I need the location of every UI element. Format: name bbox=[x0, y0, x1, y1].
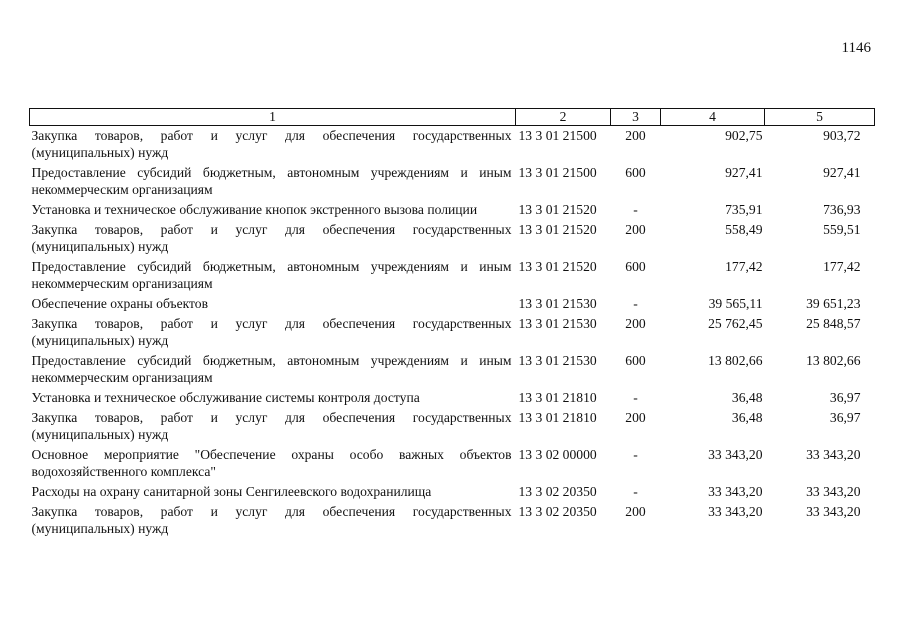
row-value-col4: 33 343,20 bbox=[708, 504, 763, 519]
row-name: Предоставление субсидий бюджетным, автономным учреждениям и иным некоммерческим организациям bbox=[31, 353, 512, 385]
row-name: Закупка товаров, работ и услуг для обеспечения государственных (муниципальных) нужд bbox=[31, 410, 512, 442]
row-expense-type: - bbox=[633, 390, 638, 405]
table-row bbox=[30, 294, 875, 314]
row-value-col4: 735,91 bbox=[725, 202, 763, 217]
row-expense-type: 200 bbox=[625, 222, 646, 237]
table-row bbox=[30, 163, 875, 200]
table-row bbox=[30, 200, 875, 220]
row-value-col4: 927,41 bbox=[725, 165, 763, 180]
row-name: Установка и техническое обслуживание системы контроля доступа bbox=[31, 390, 420, 405]
row-code: 13 3 01 21500 bbox=[518, 165, 597, 180]
table-row bbox=[30, 445, 875, 482]
row-name: Основное мероприятие "Обеспечение охраны особо важных объектов водохозяйственного комплекса" bbox=[31, 447, 512, 479]
row-name: Закупка товаров, работ и услуг для обеспечения государственных (муниципальных) нужд bbox=[31, 504, 512, 536]
row-name: Предоставление субсидий бюджетным, автономным учреждениям и иным некоммерческим организациям bbox=[31, 259, 512, 291]
row-code: 13 3 01 21530 bbox=[518, 316, 597, 331]
row-code: 13 3 01 21500 bbox=[518, 128, 597, 143]
table-row bbox=[30, 314, 875, 351]
row-value-col5: 33 343,20 bbox=[806, 484, 861, 499]
table-row bbox=[30, 220, 875, 257]
row-value-col5: 33 343,20 bbox=[806, 447, 861, 462]
row-code: 13 3 02 00000 bbox=[518, 447, 597, 462]
row-value-col4: 902,75 bbox=[725, 128, 763, 143]
row-expense-type: - bbox=[633, 447, 638, 462]
row-value-col4: 33 343,20 bbox=[708, 484, 763, 499]
row-code: 13 3 01 21810 bbox=[518, 390, 597, 405]
row-value-col5: 559,51 bbox=[823, 222, 861, 237]
row-value-col5: 927,41 bbox=[823, 165, 861, 180]
table-row bbox=[30, 126, 875, 164]
row-code: 13 3 01 21810 bbox=[518, 410, 597, 425]
row-name: Расходы на охрану санитарной зоны Сенгилеевского водохранилища bbox=[31, 484, 432, 499]
row-value-col4: 25 762,45 bbox=[708, 316, 763, 331]
row-expense-type: 200 bbox=[625, 316, 646, 331]
table-row bbox=[30, 388, 875, 408]
row-name: Закупка товаров, работ и услуг для обеспечения государственных (муниципальных) нужд bbox=[31, 222, 512, 254]
row-code: 13 3 01 21520 bbox=[518, 222, 597, 237]
row-name: Установка и техническое обслуживание кнопок экстренного вызова полиции bbox=[31, 202, 478, 217]
row-value-col4: 13 802,66 bbox=[708, 353, 763, 368]
row-name: Закупка товаров, работ и услуг для обеспечения государственных (муниципальных) нужд bbox=[31, 316, 512, 348]
row-code: 13 3 02 20350 bbox=[518, 484, 597, 499]
row-value-col5: 39 651,23 bbox=[806, 296, 861, 311]
table-header-row bbox=[30, 109, 875, 126]
row-value-col4: 558,49 bbox=[725, 222, 763, 237]
page-number: 1146 bbox=[841, 40, 871, 56]
row-value-col4: 33 343,20 bbox=[708, 447, 763, 462]
row-expense-type: 600 bbox=[625, 353, 646, 368]
row-expense-type: 600 bbox=[625, 259, 646, 274]
row-expense-type: - bbox=[633, 484, 638, 499]
table-row bbox=[30, 482, 875, 502]
row-value-col4: 39 565,11 bbox=[708, 296, 763, 311]
table-row bbox=[30, 351, 875, 388]
row-value-col4: 36,48 bbox=[731, 410, 763, 425]
row-code: 13 3 01 21530 bbox=[518, 353, 597, 368]
budget-table bbox=[29, 108, 875, 539]
row-value-col5: 36,97 bbox=[829, 410, 861, 425]
header-col-2: 2 bbox=[516, 109, 611, 126]
row-name: Обеспечение охраны объектов bbox=[31, 296, 209, 311]
row-value-col4: 177,42 bbox=[725, 259, 763, 274]
row-expense-type: 200 bbox=[625, 504, 646, 519]
row-expense-type: 200 bbox=[625, 410, 646, 425]
row-code: 13 3 01 21530 bbox=[518, 296, 597, 311]
header-col-3: 3 bbox=[611, 109, 661, 126]
row-value-col5: 33 343,20 bbox=[806, 504, 861, 519]
table-row bbox=[30, 502, 875, 539]
table-row bbox=[30, 257, 875, 294]
header-col-5: 5 bbox=[765, 109, 875, 126]
row-value-col5: 736,93 bbox=[823, 202, 861, 217]
row-value-col5: 13 802,66 bbox=[806, 353, 861, 368]
row-expense-type: 600 bbox=[625, 165, 646, 180]
row-code: 13 3 01 21520 bbox=[518, 259, 597, 274]
row-name: Предоставление субсидий бюджетным, автономным учреждениям и иным некоммерческим организациям bbox=[31, 165, 512, 197]
row-name: Закупка товаров, работ и услуг для обеспечения государственных (муниципальных) нужд bbox=[31, 128, 512, 160]
table-row bbox=[30, 408, 875, 445]
header-col-1: 1 bbox=[30, 109, 516, 126]
row-value-col5: 36,97 bbox=[829, 390, 861, 405]
row-code: 13 3 01 21520 bbox=[518, 202, 597, 217]
row-expense-type: 200 bbox=[625, 128, 646, 143]
row-value-col5: 903,72 bbox=[823, 128, 861, 143]
header-col-4: 4 bbox=[661, 109, 765, 126]
row-expense-type: - bbox=[633, 202, 638, 217]
row-value-col5: 25 848,57 bbox=[806, 316, 861, 331]
row-value-col5: 177,42 bbox=[823, 259, 861, 274]
row-code: 13 3 02 20350 bbox=[518, 504, 597, 519]
row-value-col4: 36,48 bbox=[731, 390, 763, 405]
row-expense-type: - bbox=[633, 296, 638, 311]
